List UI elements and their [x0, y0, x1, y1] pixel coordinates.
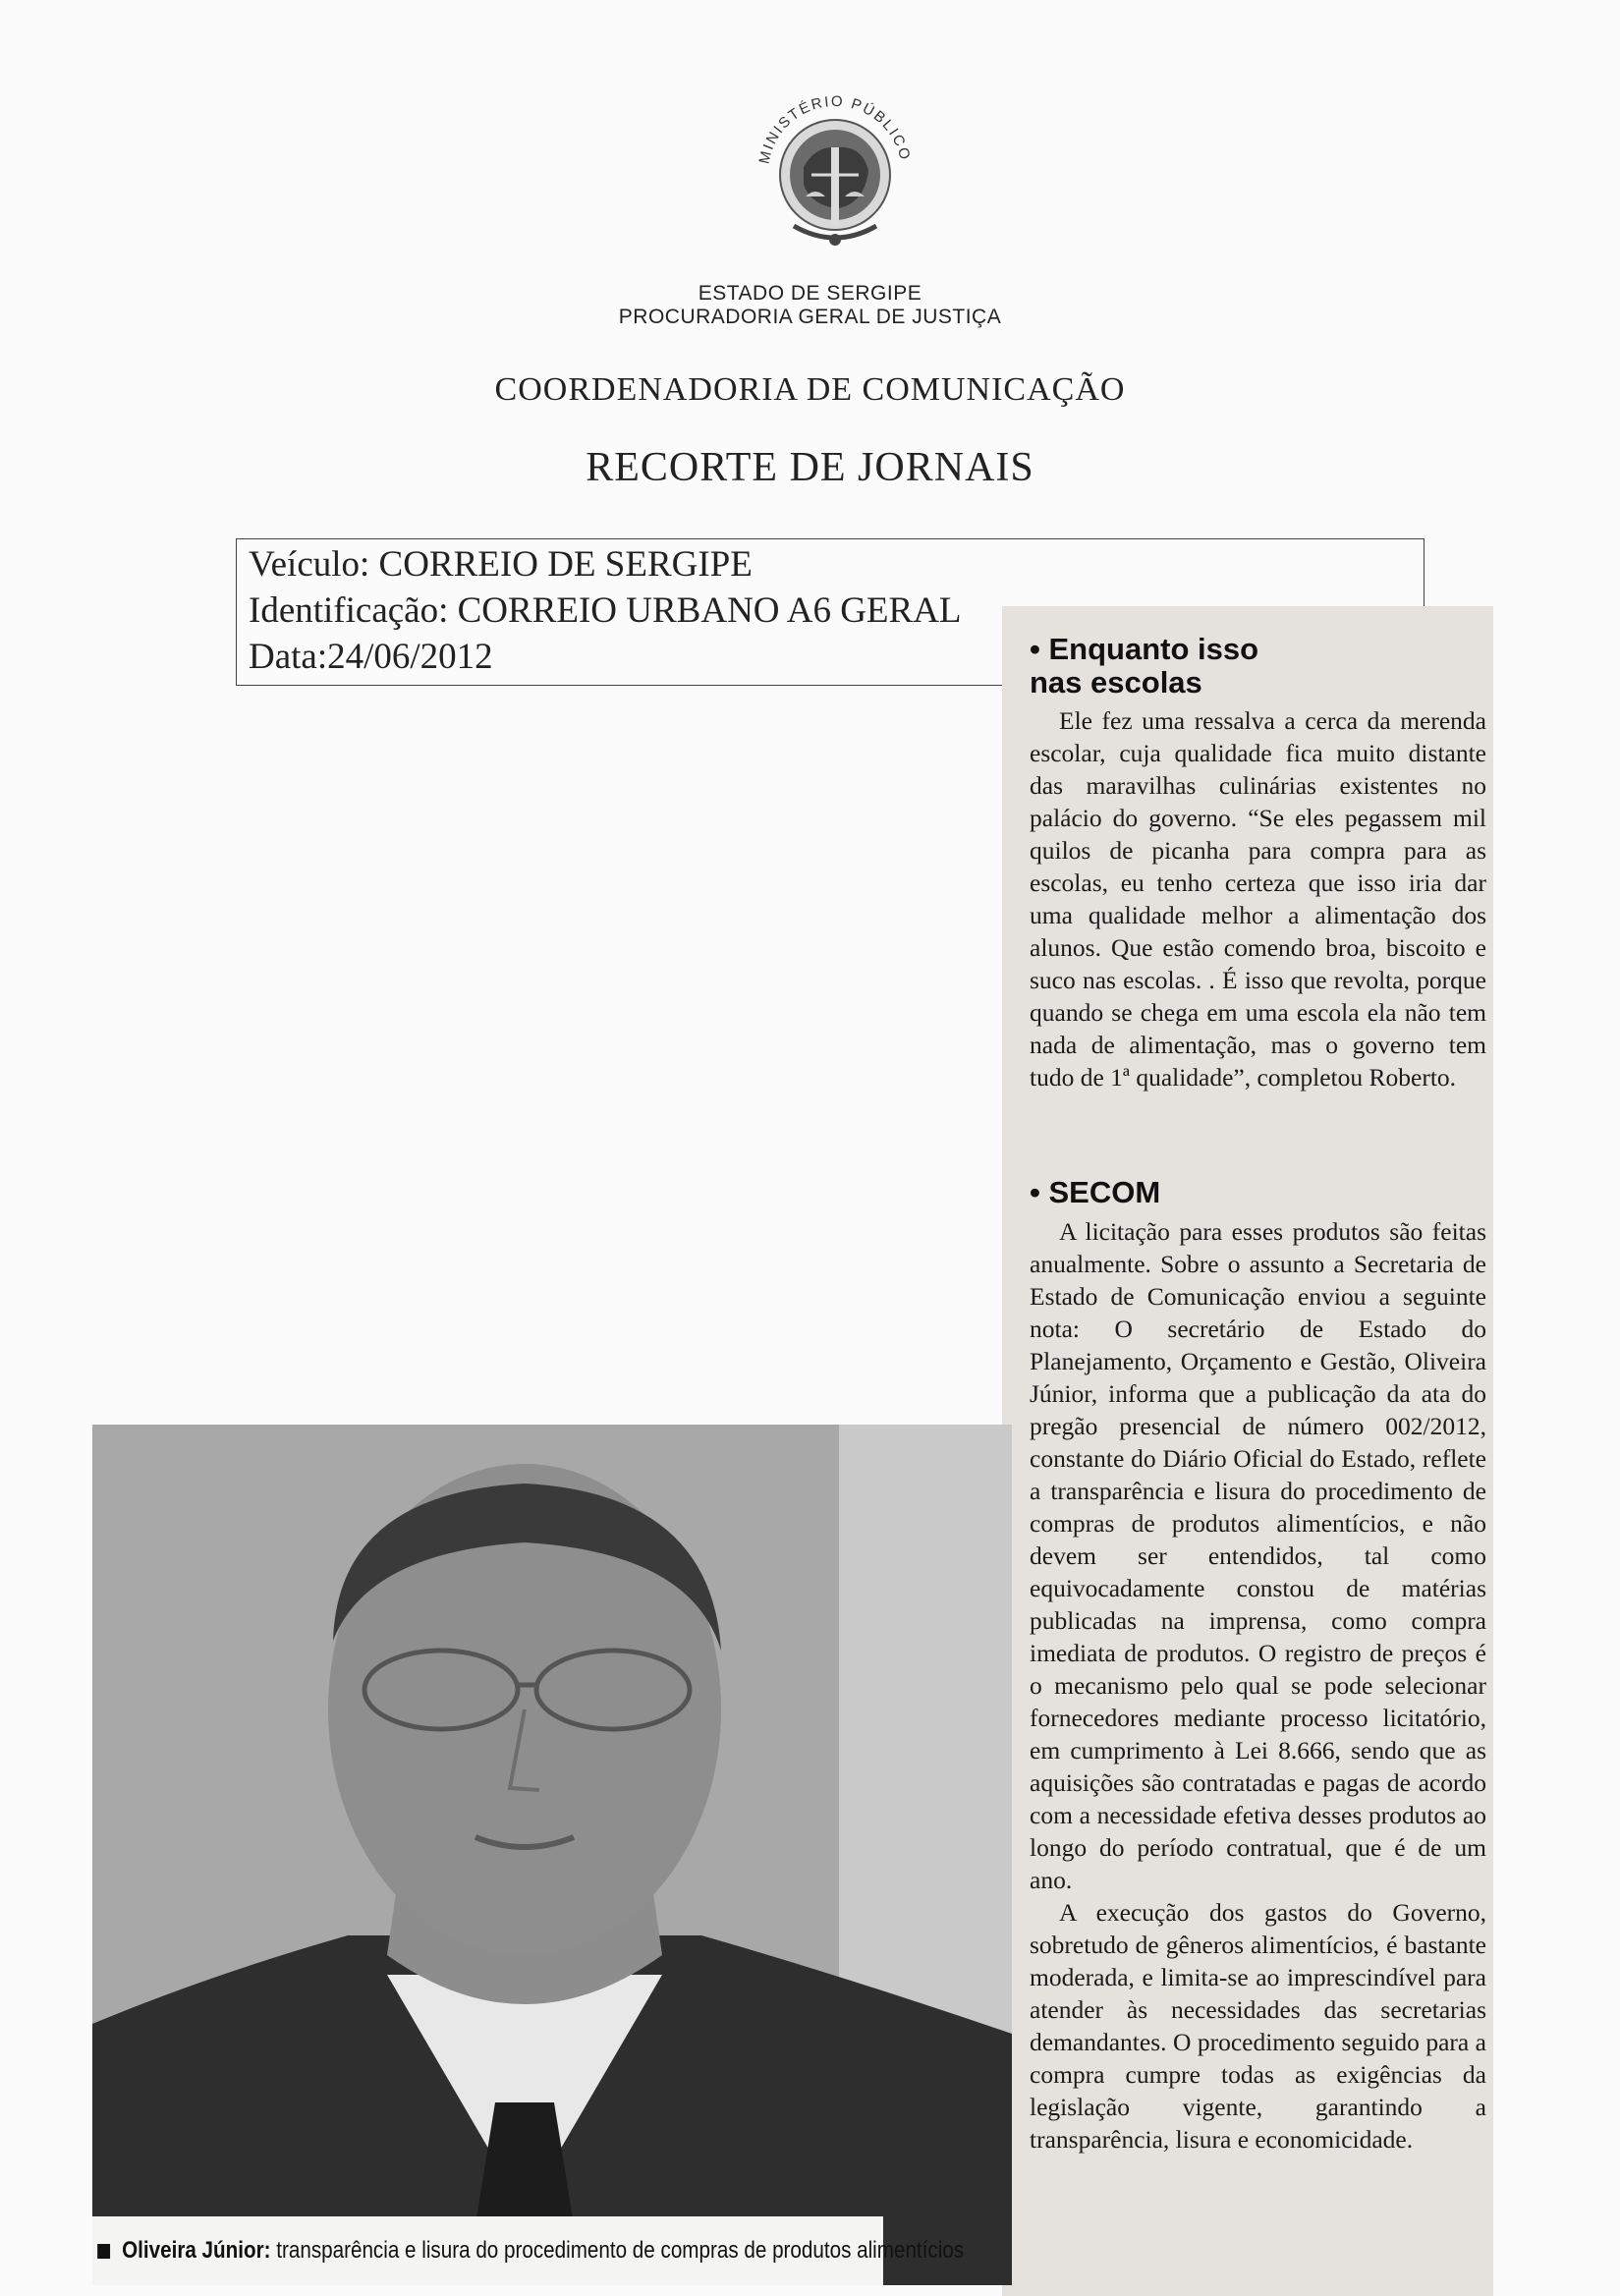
section2-paragraph-1: A licitação para esses produtos são feitas anualmente. Sobre o assunto a Secretaria de Estado de Comunicação enviou a seguinte nota: O secretário de Estado do Planejamento, Orçamento e Gestão, Oliveira Júnior, informa que a publicação da ata do pregão presencial de número 002/2012, constante do Diário Oficial do Estado, reflete a transparência e lisura do procedimento de compras de produtos alimentícios, e não devem ser entendidos, tal como equivocadamente constou de matérias publicadas na imprensa, como compra imediata de produtos. O registro de preços é o mecanismo pelo qual se pode selecionar fornecedores mediante processo licitatório, em cumprimento à Lei 8.666, sendo que as aquisições são contratadas e pagas de acordo com a necessidade efetiva desses produtos ao longo do período contratual, que é de um ano.: [1030, 1217, 1486, 1894]
caption-bullet-icon: [97, 2244, 110, 2259]
section1-text: [1030, 704, 1486, 1093]
photo-caption: [92, 2216, 965, 2285]
caption-name: Oliveira Júnior:: [122, 2237, 271, 2264]
portrait-image: [92, 1425, 1012, 2285]
section2-paragraph-2: A execução dos gastos do Governo, sobretudo de gêneros alimentícios, é bastante moderada, e limita-se ao imprescindível para atender às necessidades das secretarias demandantes. O procedimento seguido para a compra cumpre todas as exigências da legislação vigente, garantindo a transparência, lisura e economicidade.: [1030, 1898, 1486, 2154]
seal-ring-text: MINISTÉRIO PÚBLICO: [755, 92, 914, 166]
identificacao-line: Identificação: CORREIO URBANO A6 GERAL: [249, 590, 962, 631]
veiculo-line: Veículo: CORREIO DE SERGIPE: [249, 544, 753, 585]
state-name: ESTADO DE SERGIPE: [698, 282, 922, 305]
section2-title: • SECOM: [1030, 1175, 1161, 1209]
section1-paragraph: Ele fez uma ressalva a cerca da merenda escolar, cuja qualidade fica muito distante das maravilhas culinárias existentes no palácio do governo. “Se eles pegassem mil quilos de picanha para compra para as escolas, eu tenho certeza que isso iria dar uma qualidade melhor a alimentação dos alunos. Que estão comendo broa, biscoito e suco nas escolas. . É isso que revolta, porque quando se chega em uma escola ela não tem nada de alimentação, mas o governo tem tudo de 1ª qualidade”, completou Roberto.: [1030, 706, 1486, 1092]
document-title: RECORTE DE JORNAIS: [586, 445, 1034, 490]
oliveira-junior-photo: [92, 1425, 1012, 2285]
office-name: PROCURADORIA GERAL DE JUSTIÇA: [618, 306, 1002, 328]
newspaper-clipping: [1002, 606, 1493, 2296]
department-name: COORDENADORIA DE COMUNICAÇÃO: [494, 371, 1126, 408]
data-line: Data:24/06/2012: [249, 637, 493, 677]
section1-title-line2: nas escolas: [1030, 665, 1202, 700]
ministerio-publico-seal: [747, 77, 923, 263]
section1-title-line1: • Enquanto isso: [1030, 632, 1259, 666]
caption-text: transparência e lisura do procedimento de compras de produtos alimentícios: [276, 2237, 965, 2264]
section2-text: [1030, 1215, 1486, 2156]
